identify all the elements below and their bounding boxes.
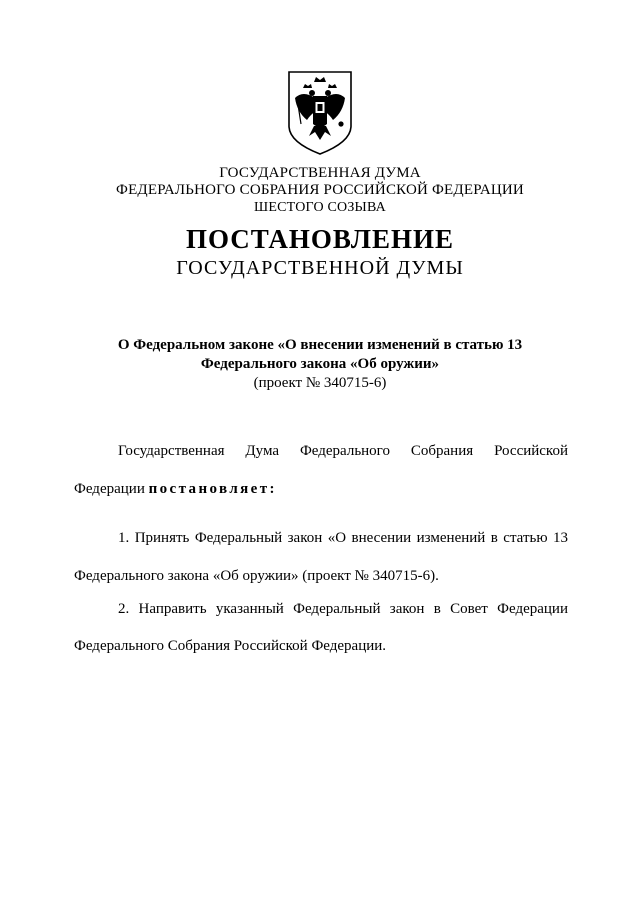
law-title-line-1: О Федеральном законе «О внесении изменений в статью 13: [117, 337, 523, 353]
document-subtitle: ГОСУДАРСТВЕННОЙ ДУМЫ: [176, 257, 464, 279]
item-1-line-2: Федерального закона «Об оружии» (проект № 340715-6).: [74, 568, 439, 584]
item-1-line-1: 1. Принять Федеральный закон «О внесении изменений в статью 13: [118, 530, 568, 546]
intro-line-1: Государственная Дума Федерального Собрания Российской: [118, 443, 568, 459]
law-title-line-2: Федерального закона «Об оружии»: [200, 356, 440, 372]
header-line-duma: ГОСУДАРСТВЕННАЯ ДУМА: [219, 165, 421, 181]
project-number: (проект № 340715-6): [253, 375, 387, 391]
header-line-convocation: ШЕСТОГО СОЗЫВА: [254, 200, 386, 215]
item-2-line-1: 2. Направить указанный Федеральный закон в Совет Федерации: [118, 601, 568, 617]
document-title: ПОСТАНОВЛЕНИЕ: [185, 224, 455, 254]
resolves-word: постановляет:: [148, 481, 277, 497]
intro-line-2: [74, 480, 568, 498]
coat-of-arms-icon: [285, 68, 355, 156]
intro-prefix: Федерации: [74, 481, 145, 497]
item-2-line-2: Федерального Собрания Российской Федерации.: [74, 638, 387, 654]
header-line-assembly: ФЕДЕРАЛЬНОГО СОБРАНИЯ РОССИЙСКОЙ ФЕДЕРАЦИИ: [116, 182, 524, 198]
